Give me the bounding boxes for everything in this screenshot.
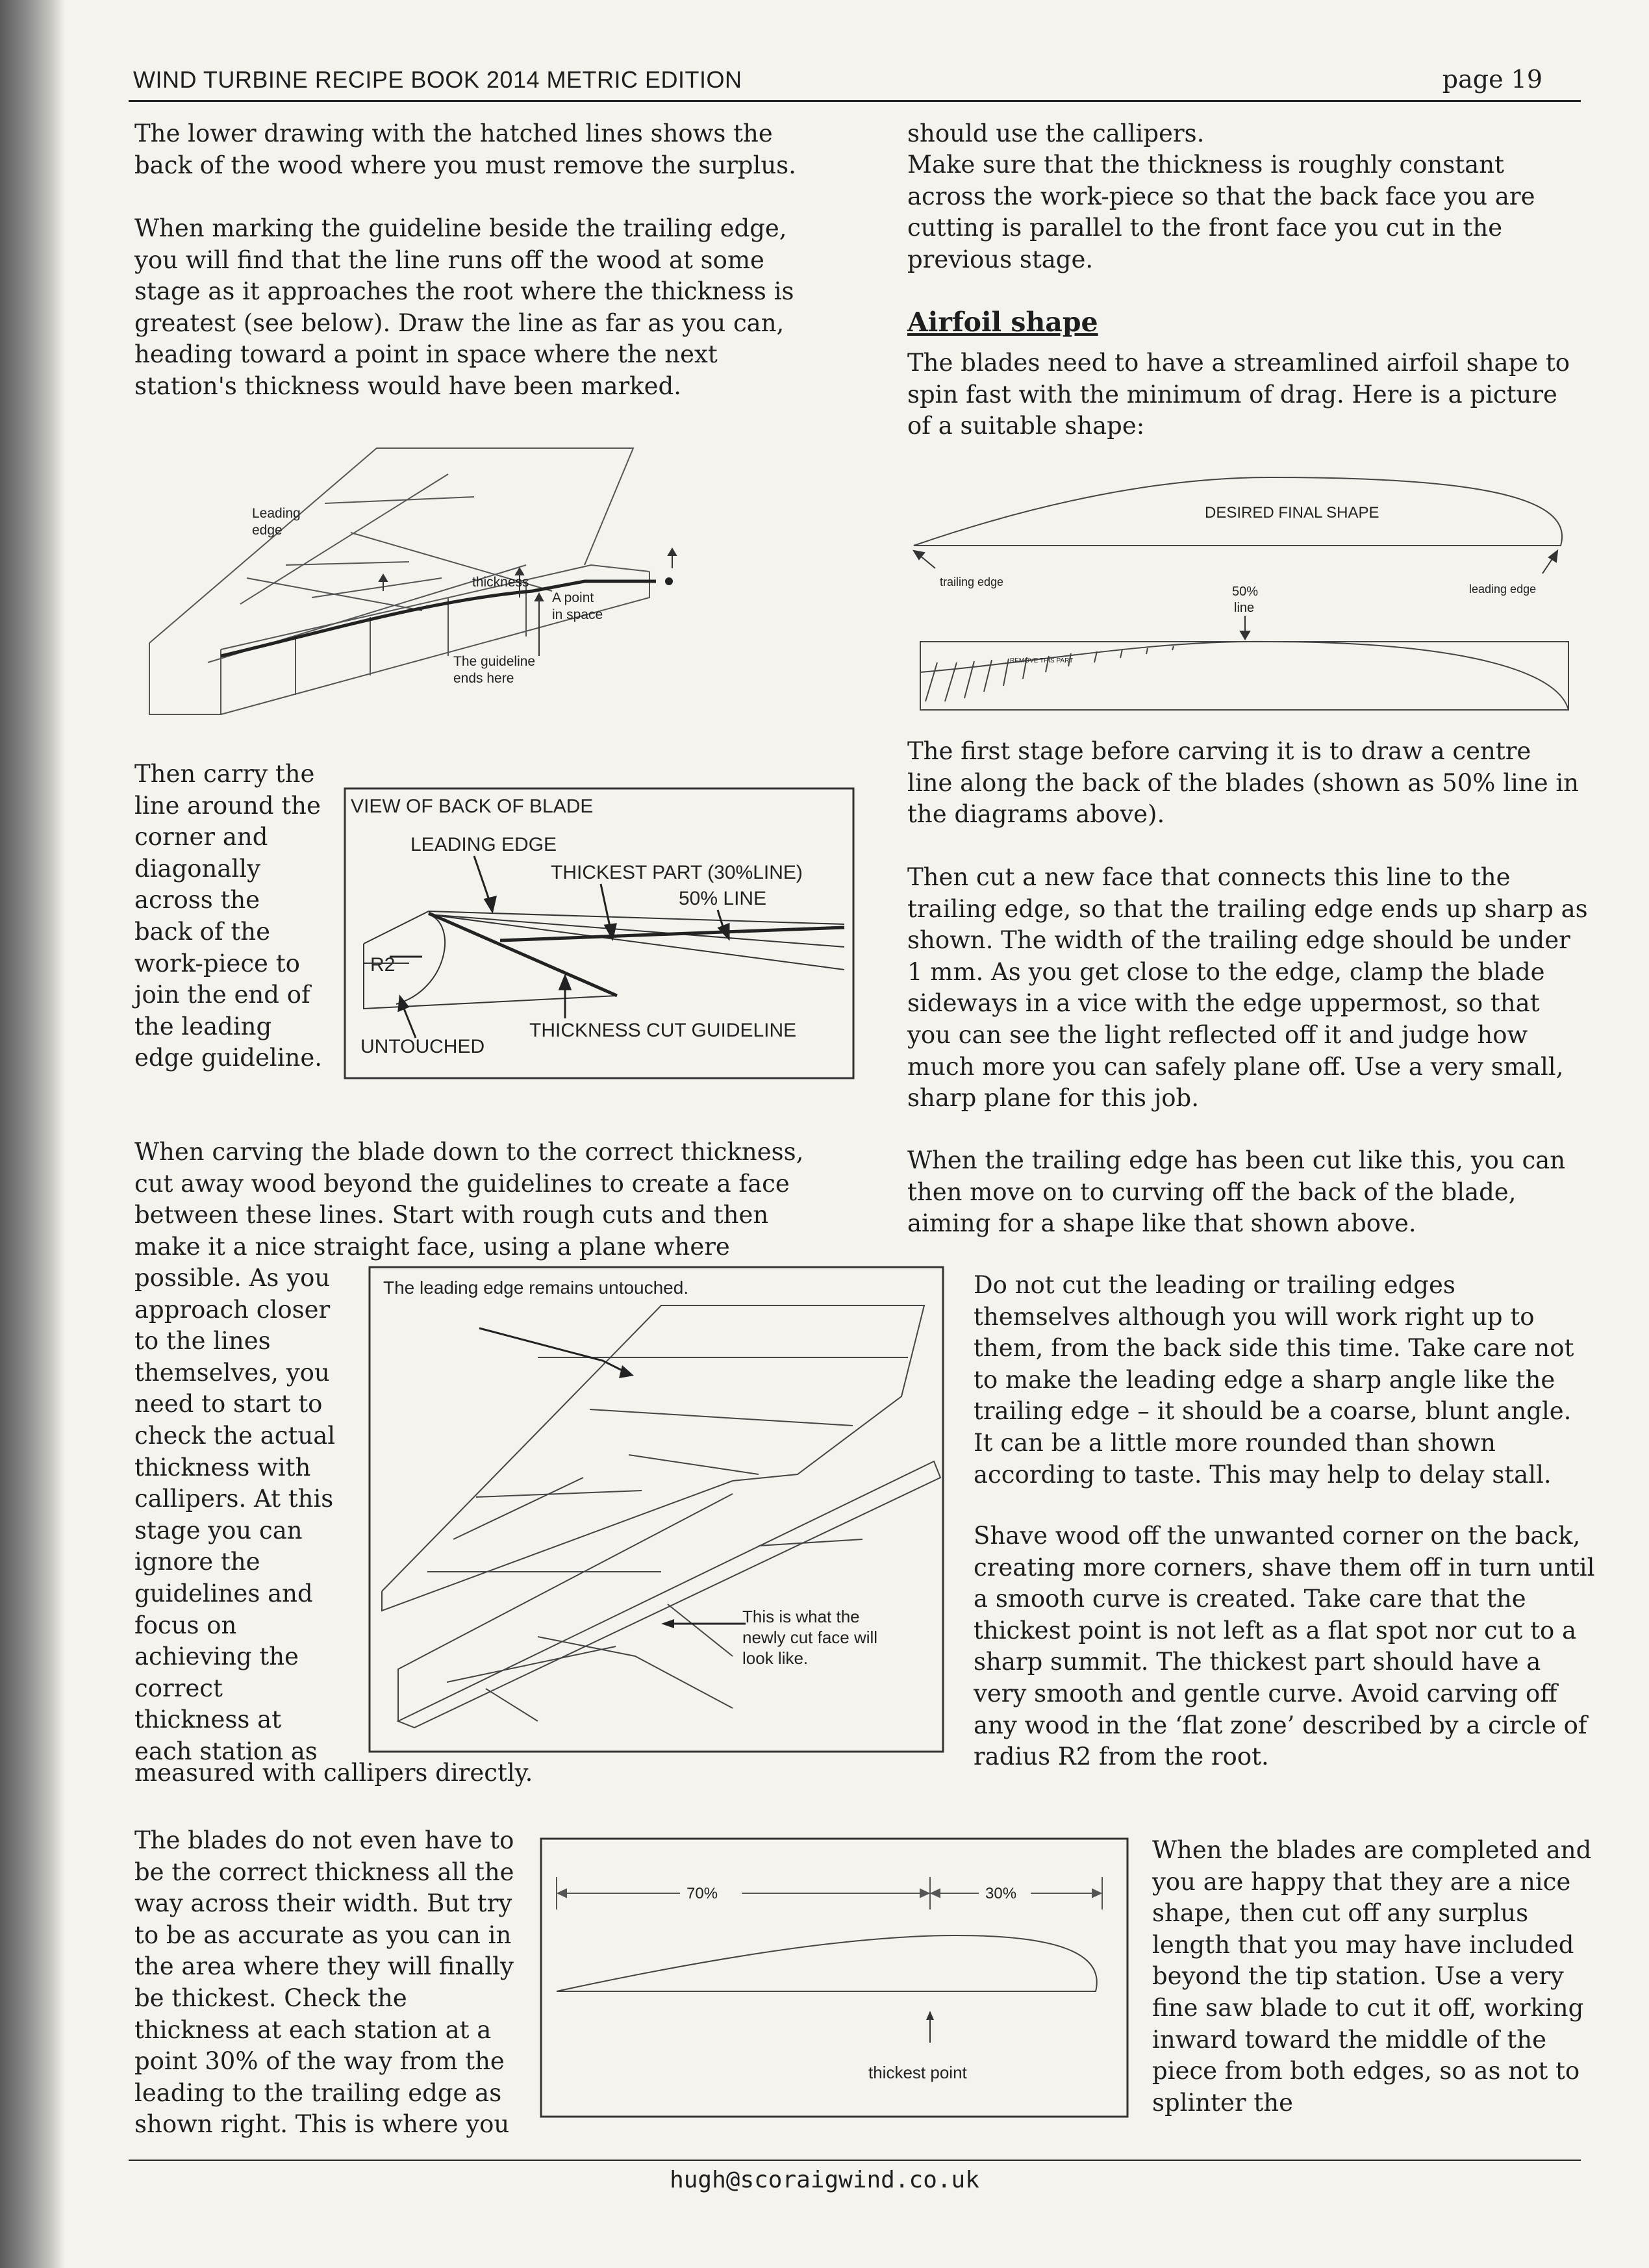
header-rule xyxy=(129,100,1581,102)
fig3-label-leading-edge: LEADING EDGE xyxy=(410,834,557,855)
fig3-label-untouched: UNTOUCHED xyxy=(360,1036,485,1057)
figure-guideline-perspective xyxy=(136,435,786,721)
fig4-note-l3: look like. xyxy=(742,1648,809,1668)
fig2-label-desired: DESIRED FINAL SHAPE xyxy=(1205,504,1379,522)
left-paragraph-5: The blades do not even have to be the correct thickness all the way across their width. But try to be as accurate as you can in the area where they will finally be thickest. Check the thickness at each station at a point 30% of the way from the leading to the trailing edge as shown right. This is where you xyxy=(134,1826,514,2139)
running-title: WIND TURBINE RECIPE BOOK 2014 METRIC EDITION xyxy=(133,66,742,93)
fig3-title: VIEW OF BACK OF BLADE xyxy=(351,796,594,817)
fig2-label-trailing: trailing edge xyxy=(940,575,1004,588)
fig4-note-l1: This is what the xyxy=(742,1607,860,1626)
fig3-label-thickness-cut-guideline: THICKNESS CUT GUIDELINE xyxy=(529,1020,797,1041)
fig3-label-r2: R2 xyxy=(370,954,396,976)
fig1-label-guideline-l2: ends here xyxy=(453,671,514,686)
section-heading-airfoil-shape: Airfoil shape xyxy=(907,307,1098,338)
fig1-label-leading-edge-l1: Leading xyxy=(252,506,301,521)
left-paragraph-4b: possible. As you approach closer to the lines themselves, you need to start to check the actual thickness with callipers. At this stage you can ignore the guidelines and focus on achieving the correct thickness at each station as xyxy=(134,1264,336,1765)
fig2-label-50-l1: 50% xyxy=(1232,585,1259,599)
right-paragraph-6: When the trailing edge has been cut like this, you can then move on to curving off the back of the blade, aiming for a shape like that shown above. xyxy=(907,1146,1566,1238)
figure-thickest-point xyxy=(540,1838,1128,2117)
right-paragraph-4: The first stage before carving it is to draw a centre line along the back of the blades (shown as 50% line in the diagrams above). xyxy=(907,737,1580,829)
fig4-caption: The leading edge remains untouched. xyxy=(383,1278,689,1298)
left-paragraph-4a: When carving the blade down to the correct thickness, cut away wood beyond the guidelines to create a face between these lines. Start with rough cuts and then make it a nice straight face, using a plane where xyxy=(134,1138,804,1261)
left-paragraph-4c: measured with callipers directly. xyxy=(134,1759,533,1787)
fig5-label-thickest: thickest point xyxy=(868,2063,967,2082)
fig1-label-point-l2: in space xyxy=(552,607,603,622)
fig3-label-thickest-part: THICKEST PART (30%LINE) xyxy=(551,862,803,883)
fig2-label-leading: leading edge xyxy=(1469,583,1537,596)
footer-rule xyxy=(129,2160,1581,2161)
right-paragraph-3: The blades need to have a streamlined airfoil shape to spin fast with the minimum of drag. Here is a picture of a suitable shape: xyxy=(907,349,1570,440)
figure-airfoil-shape xyxy=(906,468,1581,714)
footer-email: hugh@scoraigwind.co.uk xyxy=(670,2167,979,2193)
right-paragraph-9: When the blades are completed and you are happy that they are a nice shape, then cut off any surplus length that you may have included beyond the tip station. Use a very fine saw blade to cut it off, working inward toward the middle of the piece from both edges, so as not to splinter the xyxy=(1152,1836,1592,2117)
page-header xyxy=(133,65,1581,99)
fig1-label-guideline-l1: The guideline xyxy=(453,654,536,669)
left-paragraph-3: Then carry the line around the corner and diagonally across the back of the work-piece to join the end of the leading edge guideline. xyxy=(134,760,323,1072)
right-paragraph-7: Do not cut the leading or trailing edges themselves although you will work right up to them, from the back side this time. Take care not to make the leading edge a sharp angle like the trailing edge – it should be a coarse, blunt angle. It can be a little more rounded than shown according to taste. This may help to delay stall. xyxy=(974,1271,1574,1489)
right-paragraph-1: should use the callipers. xyxy=(907,120,1205,147)
fig1-label-leading-edge-l2: edge xyxy=(252,523,283,538)
fig4-note-l2: newly cut face will xyxy=(742,1628,878,1647)
fig2-label-remove: REMOVE THIS PART xyxy=(1010,657,1074,664)
figure-back-of-blade xyxy=(344,788,854,1079)
right-paragraph-8: Shave wood off the unwanted corner on the back, creating more corners, shave them off in turn until a smooth curve is created. Take care that the thickest point is not left as a flat spot nor cut to a sharp summit. The thickest part should have a very smooth and gentle curve. Avoid carving off any wood in the ‘flat zone’ described by a circle of radius R2 from the root. xyxy=(974,1522,1595,1771)
fig3-label-50-line: 50% LINE xyxy=(679,888,767,909)
right-paragraph-2: Make sure that the thickness is roughly constant across the work-piece so that the back face you are cutting is parallel to the front face you cut in the previous stage. xyxy=(907,151,1535,273)
fig1-label-point-l1: A point xyxy=(552,590,594,605)
fig2-label-50-l2: line xyxy=(1234,601,1255,615)
left-paragraph-2: When marking the guideline beside the trailing edge, you will find that the line runs off the wood at some stage as it approaches the root where the thickness is greatest (see below). Draw the line as far as you can, heading toward a point in space where the next station's thickness would have been marked. xyxy=(134,214,794,400)
binding-shadow xyxy=(0,0,65,2268)
figure-cut-face xyxy=(369,1266,944,1752)
right-paragraph-5: Then cut a new face that connects this line to the trailing edge, so that the trailing edge ends up sharp as shown. The width of the trailing edge should be under 1 mm. As you get close to the edge, clamp the blade sideways in a vice with the edge uppermost, so that you can see the light reflected off it and judge how much more you can safely plane off. Use a very small, sharp plane for this job. xyxy=(907,863,1588,1113)
fig5-label-70: 70% xyxy=(686,1885,718,1902)
page-number: page 19 xyxy=(1442,65,1542,94)
left-paragraph-1: The lower drawing with the hatched lines shows the back of the wood where you must remove the surplus. xyxy=(134,120,796,179)
fig1-label-thickness: thickness xyxy=(472,575,529,590)
fig5-label-30: 30% xyxy=(985,1885,1017,1902)
